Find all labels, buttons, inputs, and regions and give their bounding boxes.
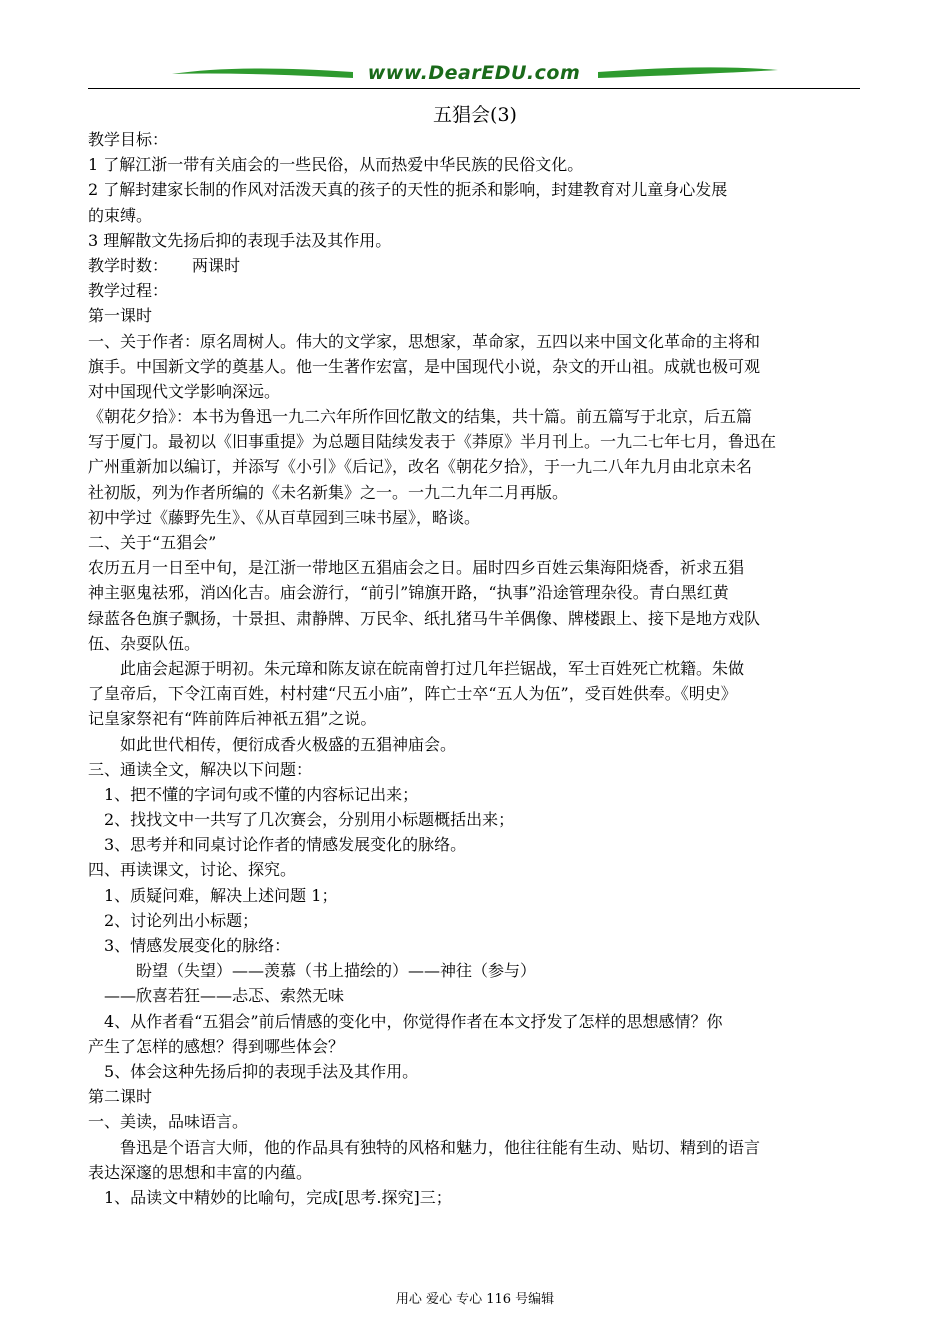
text-line: 1、质疑问难，解决上述问题 1； — [88, 885, 338, 905]
text-line: 盼望（失望）——羡慕（书上描绘的）——神往（参与） — [88, 961, 537, 981]
text-line: 对中国现代文学影响深远。 — [88, 381, 281, 401]
text-line: 3、思考并和同桌讨论作者的情感发展变化的脉络。 — [88, 835, 467, 855]
text-line: 三、通读全文，解决以下问题： — [88, 759, 313, 779]
text-line: 表达深邃的思想和丰富的内蕴。 — [88, 1162, 313, 1182]
text-line: 旗手。中国新文学的奠基人。他一生著作宏富，是中国现代小说，杂文的开山祖。成就也极可观 — [88, 356, 761, 376]
text-line: 如此世代相传，便衍成香火极盛的五猖神庙会。 — [88, 734, 457, 754]
text-line: 初中学过《藤野先生》、《从百草园到三味书屋》，略谈。 — [88, 507, 481, 527]
text-line: 社初版，列为作者所编的《未名新集》之一。一九二九年二月再版。 — [88, 482, 569, 502]
text-line: 神主驱鬼祛邪，消凶化吉。庙会游行，“前引”锦旗开路，“执事”沿途管理杂役。青白黑红黄 — [88, 583, 729, 603]
text-line: 写于厦门。最初以《旧事重提》为总题目陆续发表于《莽原》半月刊上。一九二七年七月，鲁迅在 — [88, 432, 777, 452]
text-line: 5、体会这种先扬后抑的表现手法及其作用。 — [88, 1061, 419, 1081]
text-line: 第二课时 — [88, 1087, 153, 1107]
text-line: 此庙会起源于明初。朱元璋和陈友谅在皖南曾打过几年拦锯战，军士百姓死亡枕籍。朱做 — [88, 658, 745, 678]
text-line: 3、情感发展变化的脉络： — [88, 936, 291, 955]
text-line: 教学时数： 两课时 — [88, 255, 241, 275]
text-line: 第一课时 — [88, 306, 153, 326]
text-line: 教学过程： — [88, 281, 169, 301]
text-line: 广州重新加以编订，并添写《小引》《后记》，改名《朝花夕拾》，于一九二八年九月由北京未名 — [88, 457, 753, 477]
text-line: 1 了解江浙一带有关庙会的一些民俗，从而热爱中华民族的民俗文化。 — [88, 155, 584, 175]
text-line: 《朝花夕拾》：本书为鲁迅一九二六年所作回忆散文的结集，共十篇。前五篇写于北京，后五篇 — [88, 407, 753, 427]
text-line: 4、从作者看“五猖会”前后情感的变化中，你觉得作者在本文抒发了怎样的思想感情？你 — [88, 1011, 723, 1031]
text-line: 鲁迅是个语言大师，他的作品具有独特的风格和魅力，他往往能有生动、贴切、精到的语言 — [88, 1137, 761, 1157]
text-line: 2、找找文中一共写了几次赛会，分别用小标题概括出来； — [88, 810, 515, 830]
text-line: 绿蓝各色旗子飘扬，十景担、肃静牌、万民伞、纸扎猪马牛羊偶像、牌楼跟上、接下是地方戏队 — [88, 608, 761, 628]
text-line: 一、关于作者：原名周树人。伟大的文学家，思想家，革命家，五四以来中国文化革命的主将和 — [88, 331, 761, 351]
site-name[interactable]: www.DearEDU.com — [367, 62, 581, 84]
page-title: 五猖会(3) — [433, 104, 517, 126]
text-line: 农历五月一日至中旬，是江浙一带地区五猖庙会之日。届时四乡百姓云集海阳烧香，祈求五猖 — [88, 558, 745, 578]
text-line: 教学目标： — [88, 130, 169, 149]
text-line: ——欣喜若狂——忐忑、索然无味 — [88, 986, 345, 1006]
header-rule — [88, 88, 860, 89]
text-line: 二、关于“五猖会” — [88, 533, 217, 552]
text-line: 产生了怎样的感想？得到哪些体会？ — [88, 1036, 345, 1056]
text-line: 1、品读文中精妙的比喻句，完成[思考.探究]三； — [88, 1187, 452, 1207]
page-footer: 用心 爱心 专心 116 号编辑 — [395, 1292, 555, 1307]
text-line: 了皇帝后，下令江南百姓，村村建“尺五小庙”，阵亡士卒“五人为伍”，受百姓供奉。《明史》 — [88, 684, 737, 704]
text-line: 3 理解散文先扬后抑的表现手法及其作用。 — [88, 230, 392, 250]
document-body — [88, 127, 863, 1210]
text-line: 的束缚。 — [88, 205, 153, 225]
text-line: 记皇家祭祀有“阵前阵后神祇五猖”之说。 — [88, 709, 377, 729]
text-line: 一、美读，品味语言。 — [88, 1112, 249, 1132]
text-line: 四、再读课文，讨论、探究。 — [88, 860, 297, 880]
text-line: 1、把不懂的字词句或不懂的内容标记出来； — [88, 784, 419, 804]
text-line: 2、讨论列出小标题； — [88, 910, 259, 930]
text-line: 伍、杂耍队伍。 — [88, 633, 201, 653]
text-line: 2 了解封建家长制的作风对活泼天真的孩子的天性的扼杀和影响，封建教育对儿童身心发展 — [88, 180, 728, 200]
